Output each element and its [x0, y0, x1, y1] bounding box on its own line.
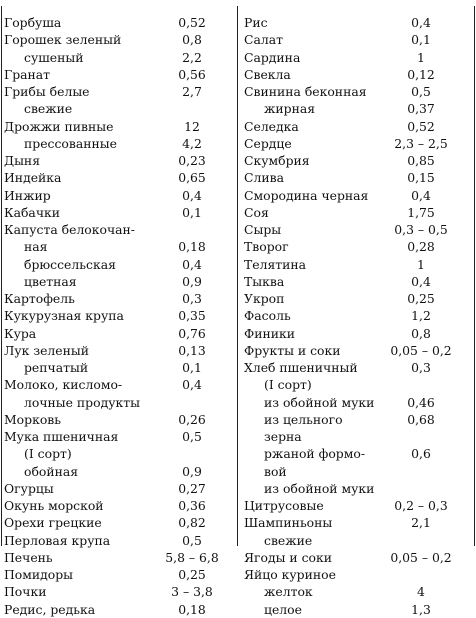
table-row [4, 49, 236, 66]
food-name: Огурцы [4, 480, 54, 496]
table-row [244, 31, 472, 48]
food-value: 0,15 [407, 170, 435, 186]
table-row [4, 532, 236, 549]
table-row [244, 118, 472, 135]
food-value: 1 [417, 256, 425, 272]
food-name: Скумбрия [244, 153, 310, 168]
food-name: Сердце [244, 135, 292, 151]
table-row [4, 83, 236, 100]
food-name: свежие [264, 532, 313, 548]
table-row [244, 566, 472, 583]
food-name: зерна [264, 429, 302, 444]
food-value: 0,4 [182, 256, 202, 272]
food-name: целое [264, 601, 302, 617]
table-row [4, 152, 236, 169]
food-name: (I сорт) [24, 446, 72, 462]
food-value: 0,65 [178, 170, 206, 186]
food-value: 1,3 [411, 601, 431, 617]
food-value: 0,68 [407, 411, 435, 427]
table-row [244, 307, 472, 324]
food-name: Капуста белокочан- [4, 222, 135, 237]
food-name: Цитрусовые [244, 498, 324, 513]
table-row [244, 583, 472, 600]
food-value: 0,82 [178, 515, 206, 531]
table-row [4, 359, 236, 376]
food-name: Кура [4, 325, 37, 341]
food-name: Финики [244, 325, 296, 341]
food-name: Свинина беконная [244, 84, 367, 99]
table-row [244, 135, 472, 152]
food-value: 0,25 [407, 291, 435, 306]
food-value: 3 – 3,8 [171, 584, 213, 600]
food-value: 1 [417, 49, 425, 65]
food-name: ржаной формо- [264, 446, 366, 462]
food-name: Соя [244, 204, 269, 220]
table-row [244, 394, 472, 411]
table-row [244, 463, 472, 480]
food-name: Укроп [244, 291, 285, 306]
food-value: 0,35 [178, 308, 206, 324]
food-name: прессованные [24, 135, 117, 151]
table-row [4, 14, 236, 31]
food-name: репчатый [24, 360, 89, 375]
table-row [244, 359, 472, 376]
food-name: Перловая крупа [4, 532, 111, 548]
food-value: 5,8 – 6,8 [165, 549, 219, 565]
food-value: 0,5 [182, 429, 202, 444]
food-name: Сыры [244, 222, 282, 237]
food-name: Кабачки [4, 204, 61, 220]
food-value: 12 [184, 118, 200, 134]
food-name: Тыква [244, 273, 285, 289]
food-name: Яйцо куриное [244, 567, 336, 582]
food-name: Шампиньоны [244, 515, 333, 531]
food-value: 4 [417, 584, 425, 600]
food-value: 1,75 [407, 204, 435, 220]
food-name: Горошек зеленый [4, 32, 122, 48]
food-value: 0,52 [407, 118, 435, 134]
food-name: Мука пшеничная [4, 429, 119, 444]
left-column [4, 14, 236, 618]
food-name: свежие [24, 101, 73, 117]
food-name: Гранат [4, 66, 51, 82]
table-row [4, 256, 236, 273]
food-value: 0,4 [182, 377, 202, 393]
food-value: 0,5 [411, 84, 431, 99]
food-value: 0,2 – 0,3 [394, 498, 448, 513]
table-row [244, 187, 472, 204]
table-row [244, 169, 472, 186]
table-row [244, 100, 472, 117]
table-row [4, 187, 236, 204]
food-name: Телятина [244, 256, 307, 272]
food-value: 0,52 [178, 15, 206, 30]
food-name: обойная [24, 463, 79, 479]
food-name: Горбуша [4, 15, 62, 30]
table-row [244, 376, 472, 393]
column-divider [237, 6, 238, 546]
food-name: Дрожжи пивные [4, 118, 114, 134]
food-name: сушеный [24, 49, 84, 65]
table-row [244, 221, 472, 238]
food-value: 0,1 [182, 360, 202, 375]
table-row [244, 204, 472, 221]
table-row [4, 100, 236, 117]
food-name: Индейка [4, 170, 62, 186]
table-row [4, 66, 236, 83]
table-row [4, 601, 236, 618]
table-row [244, 152, 472, 169]
food-value: 0,37 [407, 101, 435, 117]
table-row [244, 325, 472, 342]
table-row [4, 394, 236, 411]
food-value: 0,18 [178, 601, 206, 617]
food-name: Грибы белые [4, 84, 90, 99]
food-value: 0,23 [178, 153, 206, 168]
food-name: Молоко, кисломо- [4, 377, 123, 393]
food-value: 0,28 [407, 239, 435, 255]
table-row [244, 428, 472, 445]
food-value: 0,8 [411, 325, 431, 341]
table-row [4, 514, 236, 531]
table-row [4, 135, 236, 152]
food-name: лочные продукты [24, 394, 140, 410]
table-row [4, 273, 236, 290]
food-name: Редис, редька [4, 601, 96, 617]
table-row [244, 342, 472, 359]
food-name: Фрукты и соки [244, 342, 341, 358]
food-name: (I сорт) [264, 377, 312, 393]
food-name: Лук зеленый [4, 342, 89, 358]
food-value: 0,1 [411, 32, 431, 48]
food-name: Картофель [4, 291, 75, 306]
table-row [244, 549, 472, 566]
table-row [244, 273, 472, 290]
table-row [244, 532, 472, 549]
table-row [244, 514, 472, 531]
food-name: Окунь морской [4, 498, 104, 513]
food-value: 0,25 [178, 567, 206, 582]
food-name: Инжир [4, 187, 51, 203]
food-name: желток [264, 584, 313, 600]
food-name: из цельного [264, 411, 343, 427]
food-name: Морковь [4, 411, 62, 427]
food-value: 0,4 [411, 187, 431, 203]
table-row [244, 290, 472, 307]
table-row [244, 256, 472, 273]
table-row [244, 601, 472, 618]
food-value: 0,3 [411, 360, 431, 375]
table-row [244, 411, 472, 428]
food-value: 2,7 [182, 84, 202, 99]
table-row [4, 428, 236, 445]
table-row [4, 342, 236, 359]
food-name: вой [264, 463, 287, 479]
food-value: 0,5 [182, 532, 202, 548]
food-name: Свекла [244, 66, 291, 82]
table-row [4, 290, 236, 307]
table-row [244, 480, 472, 497]
food-name: Почки [4, 584, 47, 600]
food-value: 2,2 [182, 49, 202, 65]
table-row [244, 49, 472, 66]
food-name: Фасоль [244, 308, 291, 324]
food-value: 0,3 – 0,5 [394, 222, 448, 237]
food-name: Смородина черная [244, 187, 369, 203]
food-name: цветная [24, 273, 77, 289]
food-name: Дыня [4, 153, 41, 168]
table-row [4, 221, 236, 238]
table-row [4, 480, 236, 497]
food-value: 0,8 [182, 32, 202, 48]
table-row [4, 169, 236, 186]
food-value: 0,05 – 0,2 [390, 549, 452, 565]
table-row [4, 307, 236, 324]
food-value: 0,9 [182, 273, 202, 289]
food-value: 0,26 [178, 411, 206, 427]
table-row [244, 14, 472, 31]
food-value: 0,46 [407, 394, 435, 410]
food-value: 0,6 [411, 446, 431, 462]
table-row [4, 583, 236, 600]
table-row [4, 31, 236, 48]
food-name: Слива [244, 170, 284, 186]
food-value: 0,05 – 0,2 [390, 342, 452, 358]
food-name: Кукурузная крупа [4, 308, 124, 324]
table-row [4, 325, 236, 342]
food-value: 0,4 [411, 15, 431, 30]
food-name: Орехи грецкие [4, 515, 102, 531]
food-name: жирная [264, 101, 316, 117]
table-row [4, 497, 236, 514]
food-name: Ягоды и соки [244, 549, 332, 565]
food-name: из обойной муки [264, 480, 375, 496]
food-value: 2,3 – 2,5 [394, 135, 448, 151]
food-name: Сардина [244, 49, 301, 65]
food-value: 0,18 [178, 239, 206, 255]
table-row [244, 445, 472, 462]
food-name: Творог [244, 239, 289, 255]
table-row [244, 497, 472, 514]
food-value: 0,4 [411, 273, 431, 289]
food-name: брюссельская [24, 256, 116, 272]
food-value: 0,76 [178, 325, 206, 341]
food-value: 4,2 [182, 135, 202, 151]
food-value: 0,4 [182, 187, 202, 203]
food-name: Селедка [244, 118, 299, 134]
table-row [4, 204, 236, 221]
table-row [244, 66, 472, 83]
food-name: Рис [244, 15, 268, 30]
table-row [4, 376, 236, 393]
table-row [244, 238, 472, 255]
food-value: 0,27 [178, 480, 206, 496]
food-value: 0,9 [182, 463, 202, 479]
food-name: Помидоры [4, 567, 74, 582]
table-row [4, 463, 236, 480]
food-value: 0,12 [407, 66, 435, 82]
table-row [4, 118, 236, 135]
food-name: Хлеб пшеничный [244, 360, 358, 375]
food-value: 0,36 [178, 498, 206, 513]
food-value: 0,85 [407, 153, 435, 168]
food-name: ная [24, 239, 48, 255]
food-value: 0,1 [182, 204, 202, 220]
food-value: 2,1 [411, 515, 431, 531]
table-row [244, 83, 472, 100]
table-row [4, 566, 236, 583]
food-name: из обойной муки [264, 394, 375, 410]
table-row [4, 238, 236, 255]
food-value: 0,56 [178, 66, 206, 82]
food-value: 0,3 [182, 291, 202, 306]
table-row [4, 445, 236, 462]
food-name: Салат [244, 32, 283, 48]
table-row [4, 549, 236, 566]
food-value: 1,2 [411, 308, 431, 324]
food-name: Печень [4, 549, 53, 565]
table-row [4, 411, 236, 428]
food-value: 0,13 [178, 342, 206, 358]
right-column [244, 14, 472, 618]
